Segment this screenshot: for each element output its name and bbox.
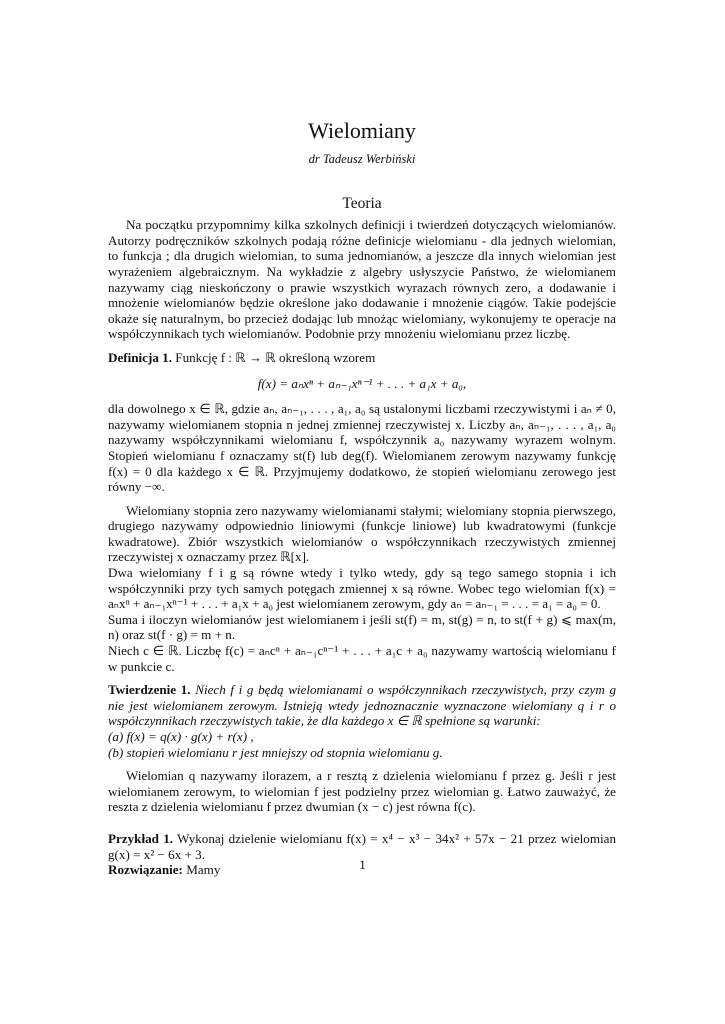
solution-text: Mamy — [186, 862, 221, 878]
solution-label: Rozwiązanie: — [108, 862, 183, 878]
theorem-label: Twierdzenie 1. — [108, 682, 191, 698]
section-heading: Teoria — [342, 194, 382, 212]
definition-body: dla dowolnego x ∈ ℝ, gdzie aₙ, aₙ₋₁, . . . , a₁, a₀ są ustalonymi liczbami rzeczywistymi i aₙ ≠ 0, nazywamy wielomianem stopnia n jednej zmiennej rzeczywistej x. Liczby aₙ, aₙ₋₁, . . . , a₁, a₀ nazywamy współczynnikami wielomianu f, współczynnik a₀ nazywamy wyrazem wolnym. Stopień wielomianu f oznaczamy st(f) lub deg(f). Wielomianem zerowym nazywamy funkcję f(x) = 0 dla każdego x ∈ ℝ. Przyjmujemy dodatkowo, że stopień wielomianu zerowego jest równy −∞. — [108, 401, 616, 495]
definition-block — [108, 350, 616, 366]
document-title: Wielomiany — [308, 118, 416, 143]
page-number: 1 — [359, 857, 366, 872]
paragraph-constant-polynomials: Wielomiany stopnia zero nazywamy wielomianami stałymi; wielomiany stopnia pierwszego, drugiego nazywamy odpowiednio liniowymi (funkcje liniowe) lub kwadratowymi (funkcje kwadratowe). Zbiór wszystkich wielomianów o współczynnikach rzeczywistych zmiennej rzeczywistej x oznaczamy przez ℝ[x]. — [108, 502, 616, 565]
paragraph-sum-product: Suma i iloczyn wielomianów jest wielomianem i jeśli st(f) = m, st(g) = n, to st(f + g) ⩽ max(m, n) oraz st(f · g) = m + n. — [108, 611, 616, 643]
intro-paragraph: Na początku przypomnimy kilka szkolnych definicji i twierdzeń dotyczących wielomianów. Autorzy podręczników szkolnych podają różne definicje wielomianu - dla jednych wielomian, to funkcja ; dla drugich wielomian, to suma jednomianów, a jeszcze dla innych wielomian jest wyrażeniem algebraicznym. Na wykładzie z algebry usłyszycie Państwo, że wielomianem nazywamy ciąg nieskończony o prawie wszystkich wyrazach równych zero, a dodawanie i mnożenie wielomianów będzie określone jako dodawanie i mnożenie ciągów. Takie podejście okaże się naturalnym, bo przecież dodając lub mnożąc wielomiany, wykonujemy te operacje na współczynnikach tych wielomianów. Podobnie przy mnożeniu wielomianu przez liczbę. — [108, 217, 616, 342]
example-text: Wykonaj dzielenie wielomianu f(x) = x⁴ − x³ − 34x² + 57x − 21 przez wielomian g(x) = x² − 6x + 3. — [108, 830, 616, 862]
paragraph-value: Niech c ∈ ℝ. Liczbę f(c) = aₙcⁿ + aₙ₋₁cⁿ⁻¹ + . . . + a₁c + a₀ nazywamy wartością wielomianu f w punkcie c. — [108, 643, 616, 674]
page-content — [108, 118, 616, 878]
author-line: dr Tadeusz Werbiński — [308, 152, 416, 166]
paragraph-equality: Dwa wielomiany f i g są równe wtedy i tylko wtedy, gdy są tego samego stopnia i ich współczynniki przy tych samych potęgach zmiennej x są równe. Wobec tego wielomian f(x) = aₙxⁿ + aₙ₋₁xⁿ⁻¹ + . . . + a₁x + a₀ jest wielomianem zerowym, gdy aₙ = aₙ₋₁ = . . . = a₁ = a₀ = 0. — [108, 565, 616, 612]
theorem-item-a: (a) f(x) = q(x) · g(x) + r(x) , — [108, 729, 254, 744]
definition-lead: Funkcję f : ℝ → ℝ określoną wzorem — [175, 349, 376, 365]
paragraph-quotient-remainder: Wielomian q nazywamy ilorazem, a r resztą z dzielenia wielomianu f przez g. Jeśli r jest wielomianem zerowym, to wielomian f jest podzielny przez wielomian g. Łatwo zauważyć, że reszta z dzielenia wielomianu f przez dwumian (x − c) jest równa f(c). — [108, 768, 616, 815]
definition-label: Definicja 1. — [108, 349, 172, 365]
theorem-text: Niech f i g będą wielomianami o współczynnikach rzeczywistych, przy czym g nie jest wielomianem zerowym. Istnieją wtedy jednoznacznie wyznaczone wielomiany q i r o współczynnikach rzeczywistych takie, że dla każdego x ∈ ℝ spełnione są warunki: — [108, 682, 616, 729]
definition-formula: f(x) = aₙxⁿ + aₙ₋₁xⁿ⁻¹ + . . . + a₁x + a₀, — [257, 375, 467, 391]
theorem-block — [108, 682, 616, 729]
theorem-item-b: (b) stopień wielomianu r jest mniejszy od stopnia wielomianu g. — [108, 744, 443, 760]
example-label: Przykład 1. — [108, 830, 174, 846]
